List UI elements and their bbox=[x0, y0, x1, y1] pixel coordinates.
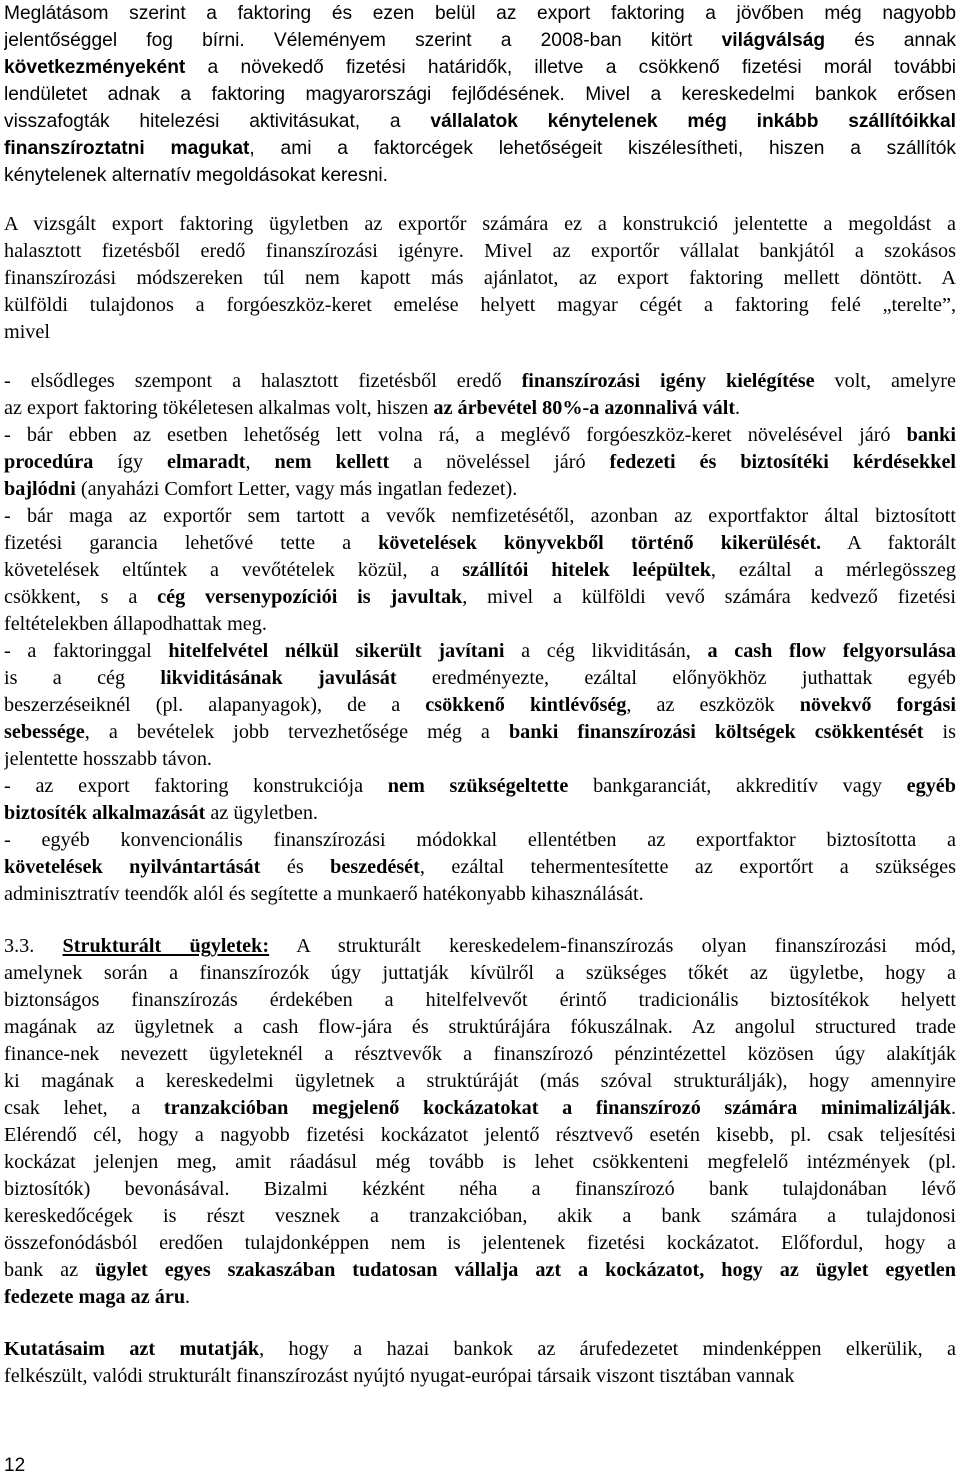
bold-text: bajlódni bbox=[4, 478, 76, 500]
bold-text: elmaradt bbox=[167, 451, 246, 473]
text-line bbox=[4, 1176, 956, 1203]
text-span: összefonódásból eredően tulajdonképpen nem is jelentenek fizetési kockázatot. Előfordul, hogy a bbox=[4, 1232, 956, 1254]
bold-text: finanszírozási igény kielégítése bbox=[521, 370, 815, 392]
text-line bbox=[4, 27, 956, 54]
text-line bbox=[4, 1041, 956, 1068]
bold-text: következményeként bbox=[4, 57, 186, 78]
text-span: - bár ebben az esetben lehetőség lett volna rá, a meglévő forgóeszköz-keret növelésével járó bbox=[4, 424, 907, 446]
text-span: - elsődleges szempont a halasztott fizetésből eredő bbox=[4, 370, 522, 392]
text-span: A faktorált bbox=[821, 532, 956, 554]
bold-text: fedezete maga az áru bbox=[4, 1286, 186, 1308]
text-span: Meglátásom szerint a faktoring és ezen belül az export faktoring a jövőben még nagyobb bbox=[4, 3, 956, 24]
text-span: , mivel a külföldi vevő számára kedvező fizetési bbox=[462, 586, 956, 608]
text-span: kereskedőcégek is részt vesznek a tranzakcióban, akik a bank számára a tulajdonosi bbox=[4, 1205, 956, 1227]
text-line bbox=[4, 933, 956, 960]
text-line bbox=[4, 665, 956, 692]
text-line bbox=[4, 1203, 956, 1230]
text-line bbox=[4, 368, 956, 395]
text-span: a növeléssel járó bbox=[389, 451, 610, 473]
text-line bbox=[4, 827, 956, 854]
bold-text: hitelfelvétel nélkül sikerült javítani bbox=[168, 640, 505, 662]
text-span: lendületet adnak a faktoring magyarországi fejlődésének. Mivel a kereskedelmi bankok erősen bbox=[4, 84, 956, 105]
text-line bbox=[4, 135, 956, 162]
text-span: . bbox=[735, 397, 741, 419]
bold-text: a cash flow felgyorsulása bbox=[707, 640, 956, 662]
text-span: , ami a faktorcégek lehetőségeit kiszélesítheti, hiszen a szállítók bbox=[249, 138, 956, 159]
text-span: A vizsgált export faktoring ügyletben az exportőr számára ez a konstrukció jelentette a megoldást a bbox=[4, 213, 956, 235]
text-span: csak lehet, a bbox=[4, 1097, 164, 1119]
text-line bbox=[4, 800, 956, 827]
bold-text: szállítói hitelek leépültek bbox=[462, 559, 711, 581]
bold-text: beszedését bbox=[330, 856, 420, 878]
text-span: ki magának a kereskedelmi ügyletnek a struktúráját (más szóval strukturálják), hogy amennyire bbox=[4, 1070, 956, 1092]
bold-text: fedezeti és biztosítéki kérdésekkel bbox=[609, 451, 956, 473]
text-line bbox=[4, 54, 956, 81]
text-line bbox=[4, 1149, 956, 1176]
text-line bbox=[4, 319, 956, 346]
text-span: is a cég bbox=[4, 667, 161, 689]
bold-text: biztosíték alkalmazását bbox=[4, 802, 206, 824]
text-line bbox=[4, 395, 956, 422]
text-span: A strukturált kereskedelem-finanszírozás olyan finanszírozási mód, bbox=[269, 935, 956, 957]
paragraph-research-findings bbox=[4, 1336, 956, 1390]
bold-text: nem szükségeltette bbox=[387, 775, 569, 797]
text-line bbox=[4, 1122, 956, 1149]
bold-text: banki bbox=[906, 424, 956, 446]
bold-text: növekvő forgási bbox=[799, 694, 956, 716]
text-span: , bbox=[245, 451, 275, 473]
text-span: az ügyletben. bbox=[205, 802, 318, 824]
text-line bbox=[4, 530, 956, 557]
text-span: - egyéb konvencionális finanszírozási módokkal ellentétben az exportfaktor biztosította a bbox=[4, 829, 956, 851]
text-span: is bbox=[923, 721, 956, 743]
text-span: eredményezte, ezáltal előnyökhöz juthattak egyéb bbox=[396, 667, 956, 689]
section-3-3-structured-deals bbox=[4, 933, 956, 1311]
paragraph-intro bbox=[4, 0, 956, 189]
text-span: magának az ügyletnek a cash flow-jára és struktúrájára fókuszálnak. Az angolul structured trade bbox=[4, 1016, 956, 1038]
text-span: biztonságos finanszírozás érdekében a hitelfelvevőt érintő tradicionális biztosítékok helyett bbox=[4, 989, 956, 1011]
text-span: a cég likviditásán, bbox=[504, 640, 708, 662]
text-span: biztosítók) bevonásával. Bizalmi kézként néha a finanszírozó bank tulajdonában lévő bbox=[4, 1178, 956, 1200]
bold-text: Kutatásaim azt mutatják bbox=[4, 1338, 260, 1360]
bold-text: az árbevétel 80%-a azonnalivá vált bbox=[433, 397, 736, 419]
text-line bbox=[4, 773, 956, 800]
text-span: és annak bbox=[825, 30, 956, 51]
text-span: jelentőséggel fog bírni. Véleményem szerint a 2008-ban kitört bbox=[4, 30, 722, 51]
text-line bbox=[4, 719, 956, 746]
bullet-financing-need bbox=[4, 368, 956, 422]
page-number: 12 bbox=[4, 1455, 26, 1476]
text-line bbox=[4, 108, 956, 135]
text-span: kockázat jelenjen meg, amit ráadásul még tovább is lehet csökkenteni megfelelő intézmények (pl. bbox=[4, 1151, 956, 1173]
bullet-payment-guarantee bbox=[4, 503, 956, 638]
text-span: Elérendő cél, hogy a nagyobb fizetési kockázatot jelentő résztvevő esetén kisebb, pl. csak teljesítési bbox=[4, 1124, 956, 1146]
bold-text: banki finanszírozási költségek csökkentését bbox=[508, 721, 924, 743]
text-span: amelynek során a finanszírozók úgy juttatják kívülről a szükséges tőkét az ügyletbe, hogy a bbox=[4, 962, 956, 984]
text-span: finance-nek nevezett ügyleteknél a résztvevők a finanszírozó pénzintézettel közösen úgy alakítják bbox=[4, 1043, 956, 1065]
text-line bbox=[4, 211, 956, 238]
text-span: visszafogták hitelezési aktivitásukat, a bbox=[4, 111, 431, 132]
text-span: , a bevételek jobb tervezhetősége még a bbox=[84, 721, 509, 743]
text-line bbox=[4, 476, 956, 503]
bold-text: nem kellett bbox=[274, 451, 390, 473]
text-span: , az eszközök bbox=[626, 694, 800, 716]
bullet-receivables-management bbox=[4, 827, 956, 908]
bold-text: sebessége bbox=[4, 721, 85, 743]
text-line bbox=[4, 265, 956, 292]
text-span: felkészült, valódi strukturált finanszírozást nyújtó nyugat-európai társaik viszont tisztában vannak bbox=[4, 1365, 795, 1387]
bold-text: procedúra bbox=[4, 451, 94, 473]
bold-text: világválság bbox=[721, 30, 826, 51]
text-line bbox=[4, 1068, 956, 1095]
text-span: a növekedő fizetési határidők, illetve a csökkenő fizetési morál további bbox=[185, 57, 956, 78]
text-line bbox=[4, 422, 956, 449]
text-span: bankgaranciát, akkreditív vagy bbox=[568, 775, 907, 797]
document-page bbox=[4, 0, 956, 1390]
text-span: , hogy a hazai bankok az árufedezetet mindenképpen elkerülik, a bbox=[259, 1338, 956, 1360]
text-line bbox=[4, 692, 956, 719]
text-line bbox=[4, 503, 956, 530]
bold-text: finanszíroztatni magukat bbox=[4, 138, 250, 159]
bullet-banking-procedure bbox=[4, 422, 956, 503]
bold-text: Strukturált ügyletek: bbox=[62, 935, 270, 957]
text-line bbox=[4, 1014, 956, 1041]
text-line bbox=[4, 238, 956, 265]
bold-text: vállalatok kénytelenek még inkább szállítóikkal bbox=[430, 111, 956, 132]
text-span: beszerzéseiknél (pl. alapanyagok), de a bbox=[4, 694, 426, 716]
text-span: , ezáltal tehermentesítette az exportőrt a szükséges bbox=[419, 856, 956, 878]
text-span: (anyaházi Comfort Letter, vagy más ingatlan fedezet). bbox=[75, 478, 518, 500]
text-span: bank az bbox=[4, 1259, 96, 1281]
bold-text: csökkenő kintlévőség bbox=[425, 694, 627, 716]
text-span: - a faktoringgal bbox=[4, 640, 169, 662]
text-span: feltételekben állapodhattak meg. bbox=[4, 613, 267, 635]
bold-text: ügylet egyes szakaszában tudatosan vállalja azt a kockázatot, hogy az ügylet egyetlen bbox=[95, 1259, 956, 1281]
text-line bbox=[4, 292, 956, 319]
text-span: és bbox=[260, 856, 331, 878]
text-line bbox=[4, 1336, 956, 1363]
text-span: így bbox=[93, 451, 168, 473]
bold-text: cég versenypozíciói is javultak bbox=[157, 586, 463, 608]
text-line bbox=[4, 1284, 956, 1311]
text-span: - az export faktoring konstrukciója bbox=[4, 775, 388, 797]
text-line bbox=[4, 638, 956, 665]
text-span: adminisztratív teendők alól és segítette a munkaerő hatékonyabb kihasználását. bbox=[4, 883, 644, 905]
text-line bbox=[4, 1095, 956, 1122]
text-span: , ezáltal a mérlegösszeg bbox=[710, 559, 956, 581]
text-span: finanszírozási módszereken túl nem kapott más ajánlatot, az export faktoring mellett döntött. A bbox=[4, 267, 956, 289]
bold-text: követelések nyilvántartását bbox=[4, 856, 261, 878]
text-span: mivel bbox=[4, 321, 50, 343]
text-line bbox=[4, 81, 956, 108]
text-line bbox=[4, 1257, 956, 1284]
text-span: - bár maga az exportőr sem tartott a vevők nemfizetésétől, azonban az exportfaktor által biztosított bbox=[4, 505, 956, 527]
text-span: az export faktoring tökéletesen alkalmas volt, hiszen bbox=[4, 397, 434, 419]
text-line bbox=[4, 162, 956, 189]
text-span: jelentette hosszabb távon. bbox=[4, 748, 212, 770]
bullet-liquidity bbox=[4, 638, 956, 773]
text-line bbox=[4, 0, 956, 27]
text-line bbox=[4, 611, 956, 638]
bold-text: tranzakcióban megjelenő kockázatokat a finanszírozó számára minimalizálják bbox=[163, 1097, 951, 1119]
text-line bbox=[4, 449, 956, 476]
text-span: . bbox=[185, 1286, 191, 1308]
text-span: 3.3. bbox=[4, 935, 63, 957]
text-line bbox=[4, 1363, 956, 1390]
text-span: volt, amelyre bbox=[814, 370, 956, 392]
text-span: követelések eltűntek a vevőtételek közül, a bbox=[4, 559, 463, 581]
bold-text: egyéb bbox=[906, 775, 956, 797]
text-span: külföldi tulajdonos a forgóeszköz-keret emelése helyett magyar cégét a faktoring felé „terelte”, bbox=[4, 294, 956, 316]
bullet-no-guarantee bbox=[4, 773, 956, 827]
bold-text: likviditásának javulását bbox=[160, 667, 397, 689]
text-line bbox=[4, 881, 956, 908]
text-span: fizetési garancia lehetővé tette a bbox=[4, 532, 379, 554]
text-line bbox=[4, 987, 956, 1014]
text-line bbox=[4, 584, 956, 611]
text-span: halasztott fizetésből eredő finanszírozási igényre. Mivel az exportőr vállalat bankjától a szokásos bbox=[4, 240, 956, 262]
bold-text: követelések könyvekből történő kikerülését. bbox=[378, 532, 822, 554]
text-line bbox=[4, 557, 956, 584]
text-span: . bbox=[950, 1097, 956, 1119]
text-span: kénytelenek alternatív megoldásokat keresni. bbox=[4, 165, 388, 186]
text-line bbox=[4, 1230, 956, 1257]
text-line bbox=[4, 960, 956, 987]
text-line bbox=[4, 746, 956, 773]
paragraph-vizsgalt bbox=[4, 211, 956, 346]
text-line bbox=[4, 854, 956, 881]
text-span: csökkent, s a bbox=[4, 586, 158, 608]
